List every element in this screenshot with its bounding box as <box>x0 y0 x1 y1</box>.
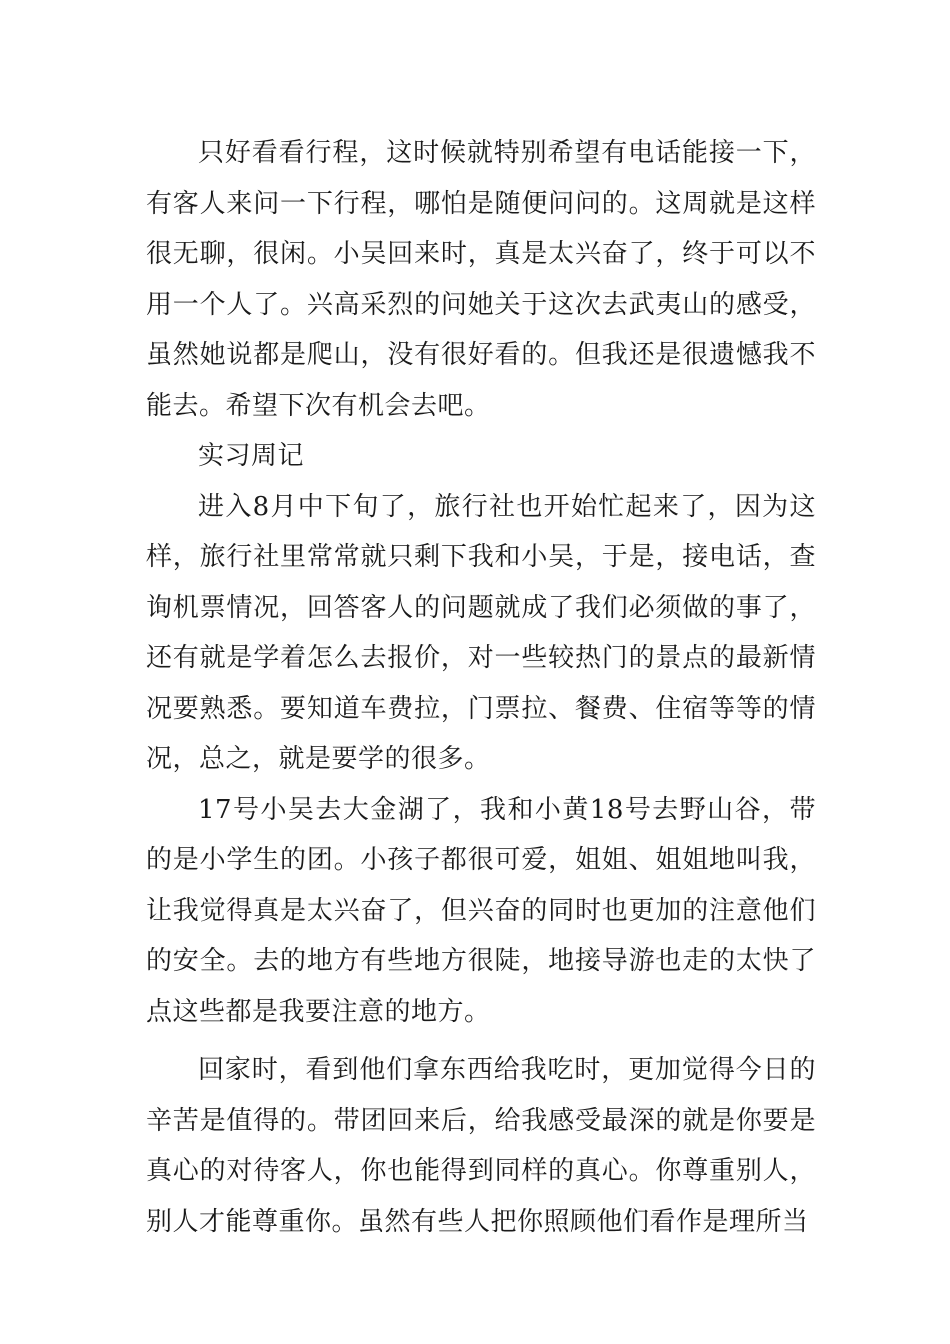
section-heading: 实习周记 <box>198 441 305 471</box>
paragraph-itinerary: 只好看看行程，这时候就特别希望有电话能接一下，有客人来问一下行程，哪怕是随便问问的。这周就是这样很无聊，很闲。小吴回来时，真是太兴奋了，终于可以不用一个人了。兴高采烈的问她关于这次去武夷山的感受，虽然她说都是爬山，没有很好看的。但我还是很遗憾我不能去。希望下次有机会去吧。 <box>146 138 816 421</box>
paragraph-reflection: 回家时，看到他们拿东西给我吃时，更加觉得今日的辛苦是值得的。带团回来后，给我感受最深的就是你要是真心的对待客人，你也能得到同样的真心。你尊重别人，别人才能尊重你。虽然有些人把你照顾他们看作是理所当 <box>146 1055 816 1237</box>
paragraph-tour-group: 17号小吴去大金湖了，我和小黄18号去野山谷，带的是小学生的团。小孩子都很可爱，姐姐、姐姐地叫我，让我觉得真是太兴奋了，但兴奋的同时也更加的注意他们的安全。去的地方有些地方很陡，地接导游也走的太快了点这些都是我要注意的地方。 <box>146 794 816 1027</box>
document-body <box>146 128 816 1247</box>
paragraph-busy-season: 进入8月中下旬了，旅行社也开始忙起来了，因为这样，旅行社里常常就只剩下我和小吴，于是，接电话，查询机票情况，回答客人的问题就成了我们必须做的事了，还有就是学着怎么去报价，对一些较热门的景点的最新情况要熟悉。要知道车费拉，门票拉、餐费、住宿等等的情况，总之，就是要学的很多。 <box>146 491 816 774</box>
